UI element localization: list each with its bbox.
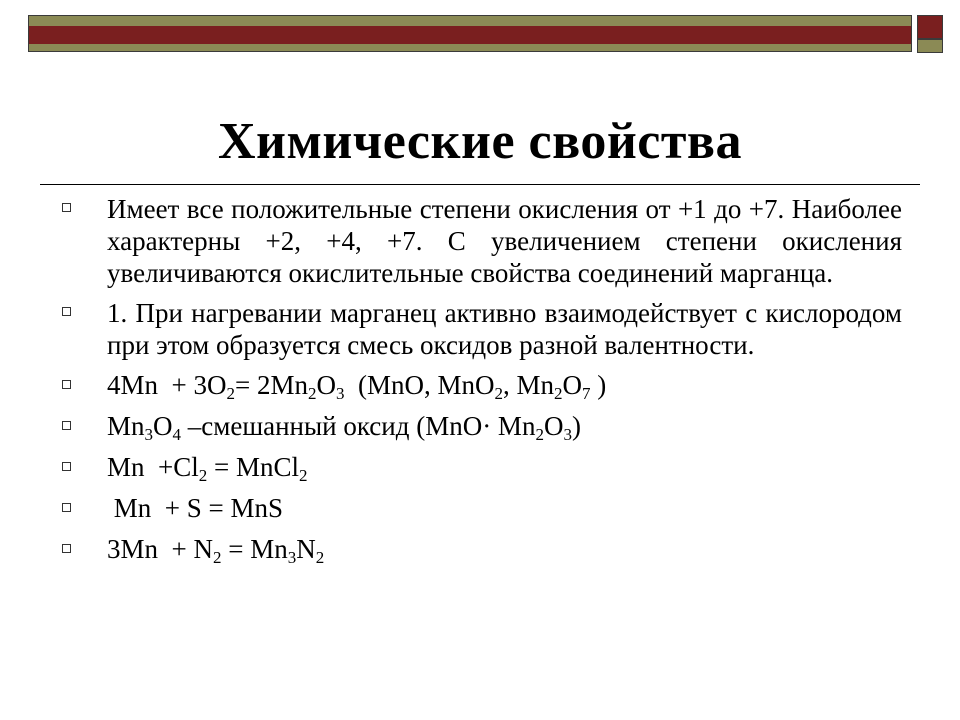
square-bullet-icon bbox=[62, 421, 71, 430]
square-bullet-icon bbox=[62, 544, 71, 553]
square-bullet-icon bbox=[62, 503, 71, 512]
item-text: Имеет все положительные степени окисления от +1 до +7. Наиболее характерны +2, +4, +7. С увеличением степени окисления увеличиваются окислительные свойства соединений марганца. bbox=[107, 194, 902, 288]
square-bullet-icon bbox=[62, 380, 71, 389]
title-divider bbox=[40, 184, 920, 185]
bullet-item-mixed-oxide bbox=[62, 410, 902, 442]
corner-square-bottom bbox=[917, 39, 943, 53]
bullet-item-equation-nitrogen bbox=[62, 533, 902, 565]
equation-mixed-oxide: $Mn_3O_4$ –смешанный оксид $(MnO\cdot Mn_2O_3)$ bbox=[107, 411, 581, 444]
header-red-stripe bbox=[29, 26, 911, 44]
item-text: 1. При нагревании марганец активно взаимодействует с кислородом при этом образуется смесь оксидов разной валентности. bbox=[107, 298, 902, 360]
equation-sulfur: Mn + S = MnS bbox=[107, 493, 284, 523]
square-bullet-icon bbox=[62, 203, 71, 212]
slide-title: Химические свойства bbox=[218, 113, 742, 170]
bullet-item-equation-sulfur bbox=[62, 492, 902, 524]
square-bullet-icon bbox=[62, 462, 71, 471]
bullet-item-heating bbox=[62, 297, 902, 361]
equation-oxygen: $4Mn + 3O_2= 2Mn_2O_3$ (MnO, MnO$_2$, $Mn_2O_7$ ) bbox=[107, 370, 607, 403]
bullet-item-equation-chlorine bbox=[62, 451, 902, 483]
bullet-item-equation-oxygen bbox=[62, 369, 902, 401]
corner-square-top bbox=[917, 15, 943, 39]
slide-content bbox=[62, 193, 902, 574]
equation-nitrogen: $3Mn + N_2 = Mn_3N_2$ bbox=[107, 534, 325, 567]
equation-chlorine: $Mn +Cl_2$ = MnCl$_2$ bbox=[107, 452, 308, 485]
header-bar bbox=[28, 15, 912, 52]
bullet-item-oxidation-states bbox=[62, 193, 902, 289]
square-bullet-icon bbox=[62, 307, 71, 316]
